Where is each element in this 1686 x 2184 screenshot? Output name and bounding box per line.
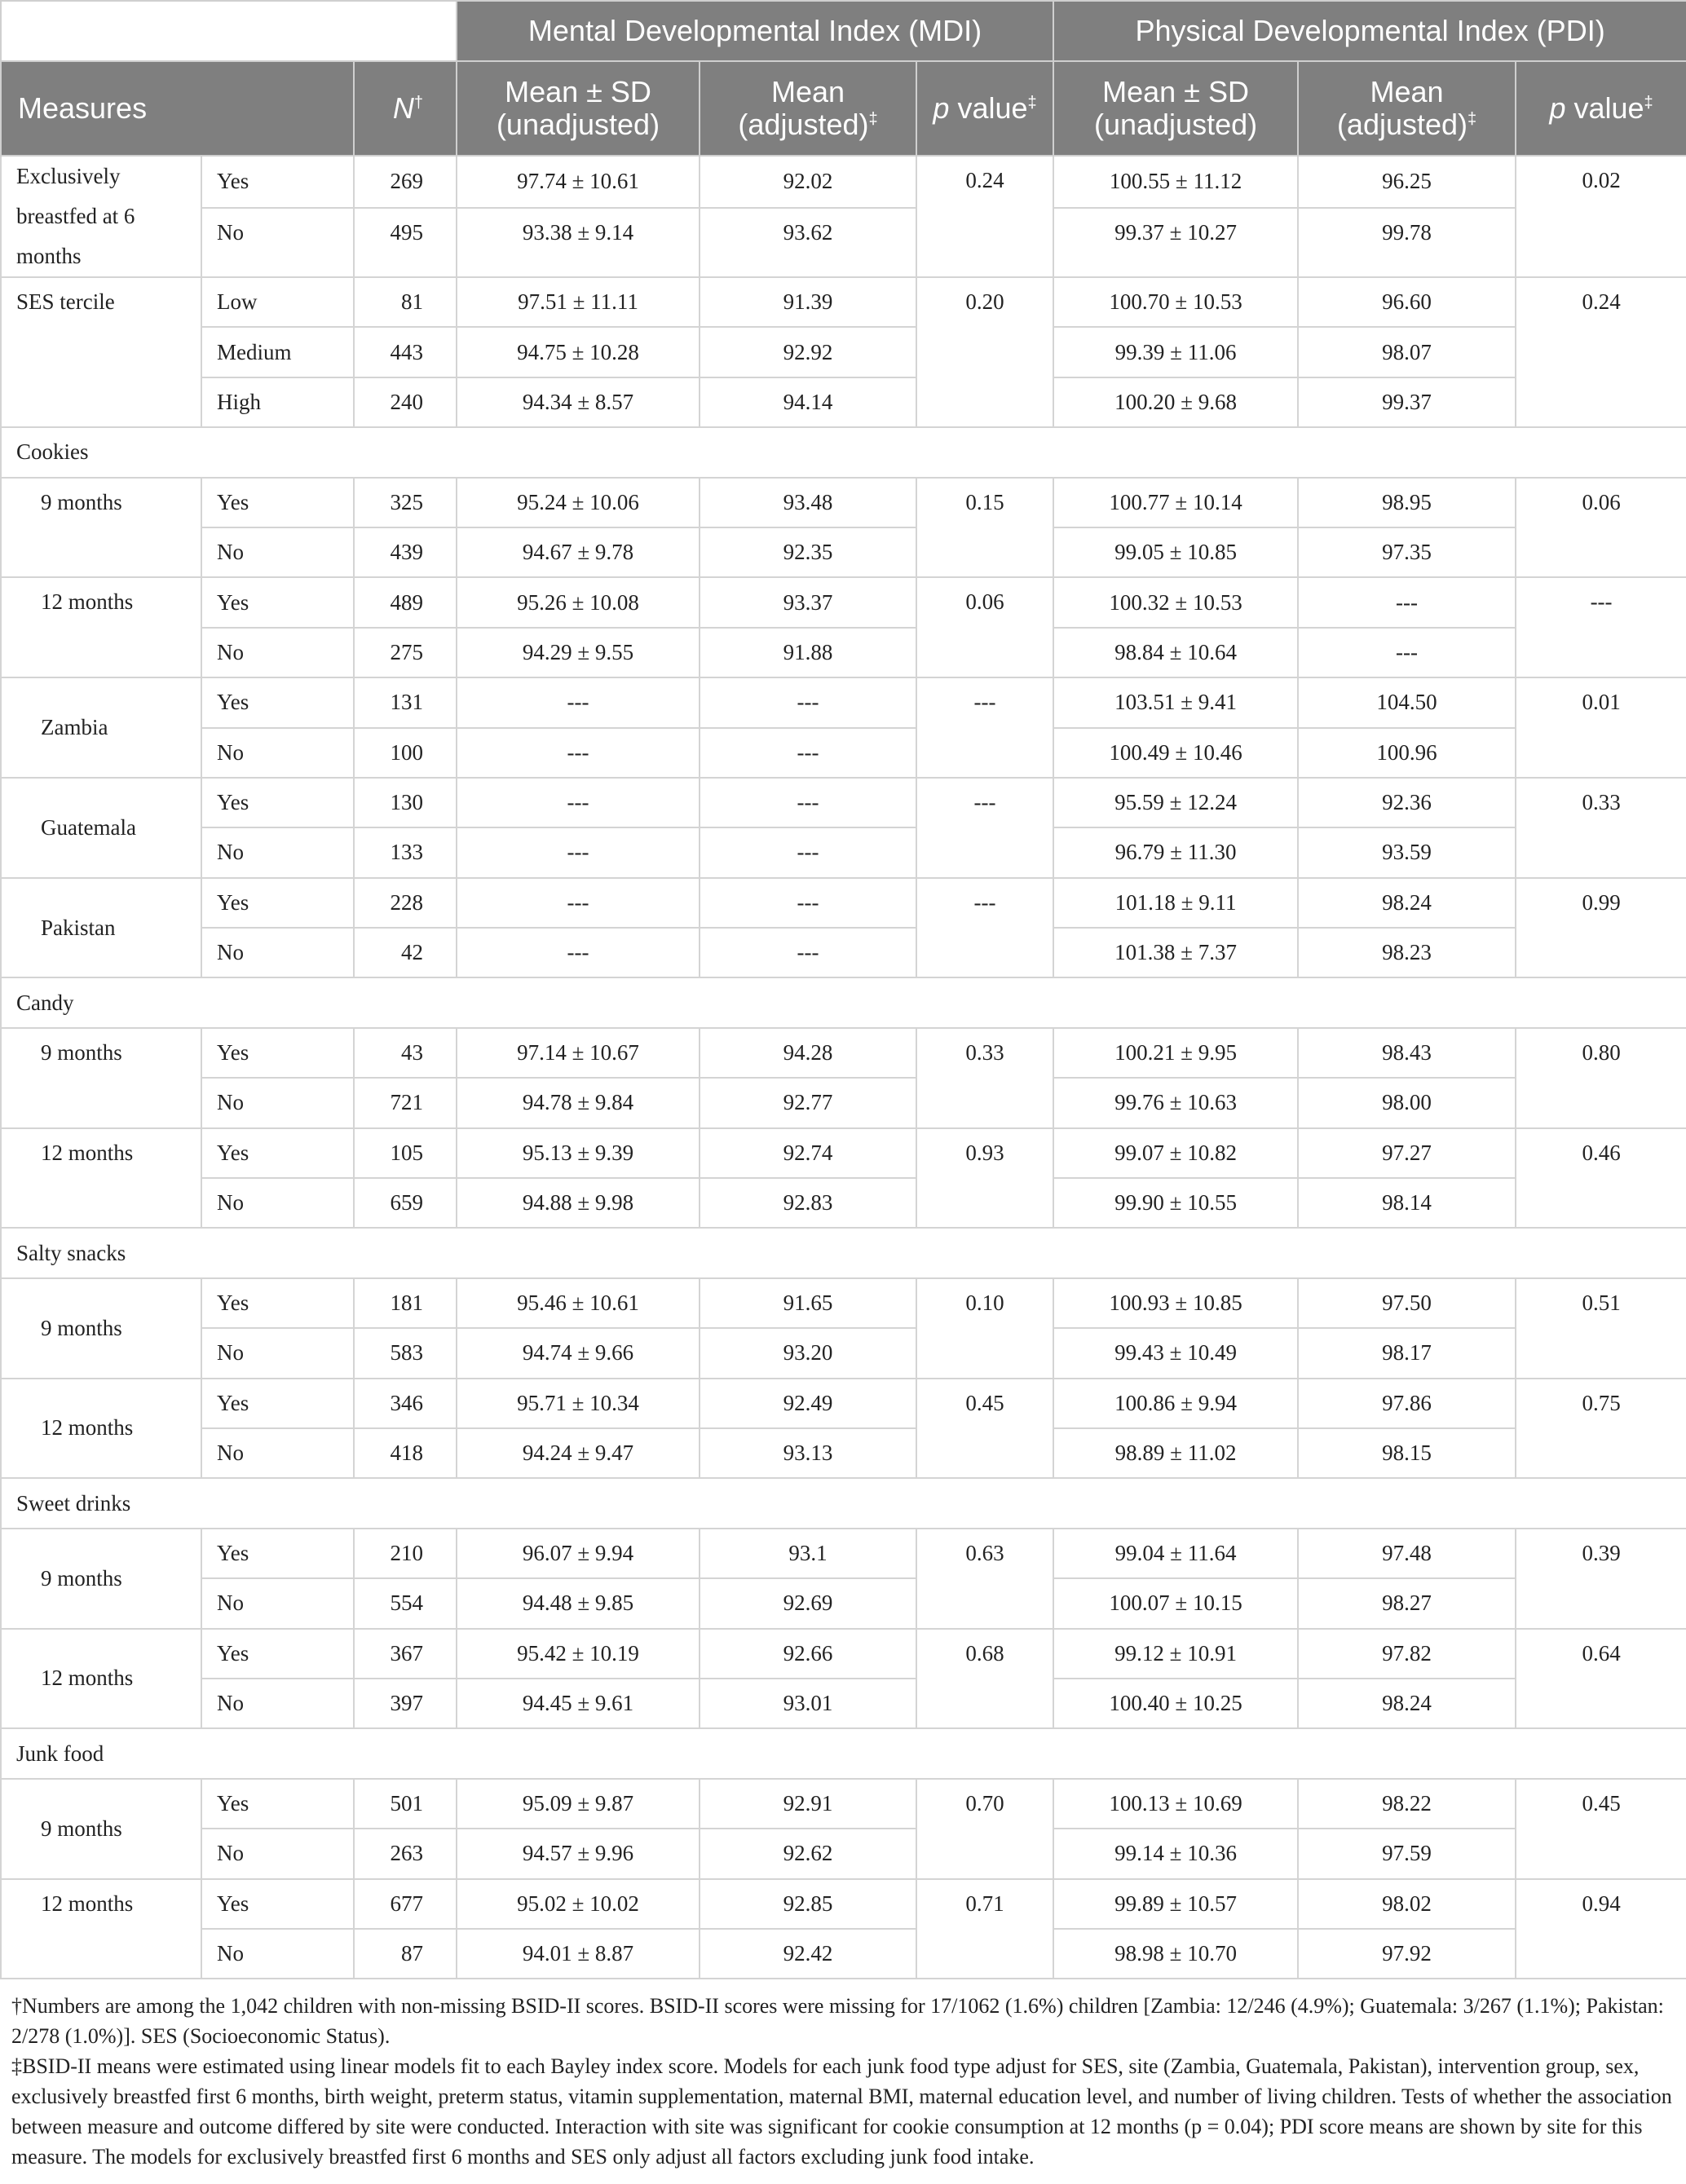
cell-pdi-mean: 93.59 [1298, 827, 1516, 877]
cell-mdi-mean-sd: 94.29 ± 9.55 [457, 628, 700, 677]
cell-mdi-mean-sd: --- [457, 677, 700, 727]
section-row [1, 1478, 1686, 1528]
cell-mdi-mean: 92.74 [700, 1128, 916, 1178]
cell-mdi-mean: --- [700, 728, 916, 778]
cell-pdi-mean-sd: 98.84 ± 10.64 [1053, 628, 1298, 677]
row-sublabel: Medium [201, 327, 354, 377]
section-row [1, 1728, 1686, 1778]
cell-mdi-mean-sd: 97.14 ± 10.67 [457, 1028, 700, 1078]
table-row [1, 677, 1686, 727]
row-sublabel: Yes [201, 577, 354, 627]
cell-mdi-mean-sd: 95.26 ± 10.08 [457, 577, 700, 627]
cell-mdi-mean: 91.65 [700, 1278, 916, 1328]
cell-n: 677 [354, 1879, 457, 1929]
cell-mdi-p: 0.70 [916, 1779, 1053, 1879]
cell-mdi-mean: 92.83 [700, 1178, 916, 1228]
table-row [1, 1578, 1686, 1628]
cell-pdi-p: 0.99 [1516, 878, 1686, 978]
cell-pdi-p: 0.02 [1516, 156, 1686, 277]
row-sublabel: No [201, 208, 354, 277]
cell-mdi-mean-sd: 94.57 ± 9.96 [457, 1829, 700, 1878]
cell-pdi-mean: 98.14 [1298, 1178, 1516, 1228]
cell-mdi-p: 0.63 [916, 1529, 1053, 1629]
cell-mdi-mean: 93.20 [700, 1328, 916, 1378]
cell-n: 397 [354, 1679, 457, 1728]
cell-mdi-mean-sd: 94.74 ± 9.66 [457, 1328, 700, 1378]
cell-pdi-p: 0.33 [1516, 778, 1686, 878]
cell-mdi-mean-sd: --- [457, 878, 700, 928]
footnote-2: ‡BSID-II means were estimated using linear models fit to each Bayley index score. Models for each junk food type adjust for SES, site (Zambia, Guatemala, Pakistan), intervention group, sex, exclusively breastfed first 6 months, birth weight, preterm status, vitamin supplementation, maternal BMI, maternal education level, and number of living children. Tests of whether the association between measure and outcome differed by site were conducted. Interaction with site was significant for cookie consumption at 12 months (p = 0.04); PDI score means are shown by site for this measure. The models for exclusively breastfed first 6 months and SES only adjust all factors excluding junk food intake. [11, 2054, 1672, 2169]
row-label: 12 months [1, 1629, 201, 1729]
cell-pdi-mean: 98.23 [1298, 928, 1516, 977]
cell-mdi-mean: 94.28 [700, 1028, 916, 1078]
table-row [1, 1278, 1686, 1328]
row-label: 12 months [1, 1379, 201, 1479]
row-sublabel: Yes [201, 878, 354, 928]
cell-pdi-mean: 96.60 [1298, 277, 1516, 327]
cell-pdi-mean: 98.24 [1298, 878, 1516, 928]
cell-pdi-mean: 97.92 [1298, 1929, 1516, 1979]
table-row [1, 1929, 1686, 1979]
cell-pdi-mean: 98.27 [1298, 1578, 1516, 1628]
cell-pdi-mean-sd: 100.70 ± 10.53 [1053, 277, 1298, 327]
table-row [1, 628, 1686, 677]
cell-mdi-mean: 92.62 [700, 1829, 916, 1878]
cell-mdi-mean: 92.35 [700, 527, 916, 577]
cell-n: 131 [354, 677, 457, 727]
cell-n: 42 [354, 928, 457, 977]
table-row [1, 1829, 1686, 1878]
table-row [1, 156, 1686, 208]
cell-n: 495 [354, 208, 457, 277]
row-sublabel: Yes [201, 778, 354, 827]
cell-mdi-mean-sd: --- [457, 928, 700, 977]
table-row [1, 478, 1686, 527]
header-mdi-p-value: p value‡ [916, 61, 1053, 156]
cell-pdi-mean-sd: 100.32 ± 10.53 [1053, 577, 1298, 627]
row-label: 9 months [1, 1278, 201, 1379]
cell-pdi-p: 0.06 [1516, 478, 1686, 578]
cell-mdi-p: 0.68 [916, 1629, 1053, 1729]
cell-mdi-mean: 93.01 [700, 1679, 916, 1728]
cell-pdi-p: 0.24 [1516, 277, 1686, 427]
cell-pdi-mean-sd: 100.40 ± 10.25 [1053, 1679, 1298, 1728]
cell-mdi-p: 0.24 [916, 156, 1053, 277]
section-label: Junk food [1, 1728, 1686, 1778]
cell-pdi-mean-sd: 99.12 ± 10.91 [1053, 1629, 1298, 1679]
header-group-mdi: Mental Developmental Index (MDI) [457, 1, 1053, 61]
cell-mdi-mean: 92.49 [700, 1379, 916, 1428]
row-sublabel: High [201, 377, 354, 427]
cell-mdi-mean-sd: 94.01 ± 8.87 [457, 1929, 700, 1979]
cell-mdi-mean: 93.48 [700, 478, 916, 527]
section-label: Candy [1, 977, 1686, 1027]
cell-pdi-mean-sd: 99.37 ± 10.27 [1053, 208, 1298, 277]
cell-mdi-mean-sd: 95.71 ± 10.34 [457, 1379, 700, 1428]
cell-mdi-p: 0.93 [916, 1128, 1053, 1229]
cell-pdi-p: 0.51 [1516, 1278, 1686, 1379]
cell-pdi-mean: 97.35 [1298, 527, 1516, 577]
row-label: 9 months [1, 1779, 201, 1879]
cell-pdi-mean-sd: 99.43 ± 10.49 [1053, 1328, 1298, 1378]
row-sublabel: Yes [201, 1879, 354, 1929]
cell-pdi-mean: 104.50 [1298, 677, 1516, 727]
cell-mdi-mean-sd: 94.48 ± 9.85 [457, 1578, 700, 1628]
cell-mdi-p: --- [916, 677, 1053, 778]
cell-pdi-mean: 97.48 [1298, 1529, 1516, 1578]
cell-n: 210 [354, 1529, 457, 1578]
cell-mdi-mean-sd: --- [457, 778, 700, 827]
cell-n: 501 [354, 1779, 457, 1829]
table-row [1, 878, 1686, 928]
cell-mdi-mean: 92.42 [700, 1929, 916, 1979]
row-label: SES tercile [1, 277, 201, 427]
cell-pdi-p: 0.46 [1516, 1128, 1686, 1229]
cell-pdi-mean-sd: 99.04 ± 11.64 [1053, 1529, 1298, 1578]
cell-mdi-mean-sd: 95.46 ± 10.61 [457, 1278, 700, 1328]
header-pdi-mean-adjusted: Mean (adjusted)‡ [1298, 61, 1516, 156]
row-sublabel: No [201, 1929, 354, 1979]
cell-mdi-p: 0.20 [916, 277, 1053, 427]
cell-mdi-mean-sd: 95.24 ± 10.06 [457, 478, 700, 527]
table-row [1, 208, 1686, 277]
table-row [1, 1779, 1686, 1829]
cell-pdi-mean-sd: 100.21 ± 9.95 [1053, 1028, 1298, 1078]
cell-mdi-mean: --- [700, 677, 916, 727]
cell-pdi-mean: 98.02 [1298, 1879, 1516, 1929]
cell-n: 367 [354, 1629, 457, 1679]
cell-mdi-mean: 94.14 [700, 377, 916, 427]
cell-pdi-p: 0.45 [1516, 1779, 1686, 1879]
row-sublabel: No [201, 1178, 354, 1228]
cell-mdi-mean: --- [700, 928, 916, 977]
cell-n: 583 [354, 1328, 457, 1378]
row-label: 9 months [1, 1529, 201, 1629]
cell-n: 181 [354, 1278, 457, 1328]
cell-pdi-p: 0.80 [1516, 1028, 1686, 1128]
cell-mdi-mean-sd: 97.51 ± 11.11 [457, 277, 700, 327]
cell-pdi-mean-sd: 100.13 ± 10.69 [1053, 1779, 1298, 1829]
cell-n: 87 [354, 1929, 457, 1979]
cell-n: 269 [354, 156, 457, 208]
cell-mdi-mean-sd: 96.07 ± 9.94 [457, 1529, 700, 1578]
cell-pdi-mean-sd: 100.55 ± 11.12 [1053, 156, 1298, 208]
table-row [1, 1078, 1686, 1127]
row-sublabel: No [201, 827, 354, 877]
table-row [1, 1028, 1686, 1078]
header-measures: Measures [1, 61, 354, 156]
cell-pdi-mean: 98.22 [1298, 1779, 1516, 1829]
row-label: Pakistan [1, 878, 201, 978]
cell-mdi-mean-sd: 97.74 ± 10.61 [457, 156, 700, 208]
cell-mdi-mean: --- [700, 878, 916, 928]
cell-mdi-mean: 92.92 [700, 327, 916, 377]
row-sublabel: Yes [201, 1028, 354, 1078]
cell-pdi-mean-sd: 99.76 ± 10.63 [1053, 1078, 1298, 1127]
row-label: 12 months [1, 1879, 201, 1979]
cell-mdi-mean: 93.62 [700, 208, 916, 277]
cell-mdi-mean: --- [700, 827, 916, 877]
table-row [1, 1629, 1686, 1679]
cell-mdi-mean: 92.66 [700, 1629, 916, 1679]
cell-mdi-p: 0.15 [916, 478, 1053, 578]
row-sublabel: No [201, 1679, 354, 1728]
row-sublabel: Yes [201, 1779, 354, 1829]
cell-mdi-p: 0.06 [916, 577, 1053, 677]
row-sublabel: No [201, 1428, 354, 1478]
table-row [1, 1529, 1686, 1578]
cell-mdi-mean-sd: 94.24 ± 9.47 [457, 1428, 700, 1478]
table-row [1, 1879, 1686, 1929]
cell-pdi-mean: 97.59 [1298, 1829, 1516, 1878]
cell-pdi-mean-sd: 99.14 ± 10.36 [1053, 1829, 1298, 1878]
cell-mdi-mean: 92.77 [700, 1078, 916, 1127]
cell-pdi-mean: --- [1298, 628, 1516, 677]
cell-mdi-mean: 92.69 [700, 1578, 916, 1628]
cell-mdi-p: 0.71 [916, 1879, 1053, 1979]
cell-mdi-mean-sd: 95.09 ± 9.87 [457, 1779, 700, 1829]
cell-pdi-mean-sd: 100.07 ± 10.15 [1053, 1578, 1298, 1628]
header-mdi-mean-sd: Mean ± SD (unadjusted) [457, 61, 700, 156]
cell-pdi-mean-sd: 95.59 ± 12.24 [1053, 778, 1298, 827]
cell-mdi-p: 0.10 [916, 1278, 1053, 1379]
header-blank [1, 1, 457, 61]
section-row [1, 427, 1686, 477]
row-sublabel: Yes [201, 1529, 354, 1578]
cell-mdi-mean-sd: 95.13 ± 9.39 [457, 1128, 700, 1178]
cell-pdi-mean: 98.95 [1298, 478, 1516, 527]
row-label: 12 months [1, 577, 201, 677]
table-row [1, 377, 1686, 427]
cell-pdi-mean: 92.36 [1298, 778, 1516, 827]
table-row [1, 1679, 1686, 1728]
cell-n: 43 [354, 1028, 457, 1078]
cell-pdi-mean: --- [1298, 577, 1516, 627]
table-row [1, 1128, 1686, 1178]
cell-n: 721 [354, 1078, 457, 1127]
cell-mdi-mean: 93.1 [700, 1529, 916, 1578]
cell-pdi-mean: 96.25 [1298, 156, 1516, 208]
cell-pdi-p: 0.75 [1516, 1379, 1686, 1479]
table-footnotes [0, 1979, 1686, 2172]
header-pdi-mean-sd: Mean ± SD (unadjusted) [1053, 61, 1298, 156]
cell-n: 554 [354, 1578, 457, 1628]
row-sublabel: No [201, 1328, 354, 1378]
section-row [1, 1228, 1686, 1277]
header-group-row [1, 1, 1686, 61]
cell-n: 489 [354, 577, 457, 627]
cell-mdi-mean: 91.39 [700, 277, 916, 327]
cell-pdi-mean: 98.43 [1298, 1028, 1516, 1078]
cell-mdi-mean-sd: --- [457, 827, 700, 877]
cell-pdi-mean: 97.50 [1298, 1278, 1516, 1328]
cell-mdi-mean-sd: 94.34 ± 8.57 [457, 377, 700, 427]
cell-mdi-mean-sd: 93.38 ± 9.14 [457, 208, 700, 277]
row-sublabel: No [201, 1078, 354, 1127]
section-row [1, 977, 1686, 1027]
table-row [1, 1379, 1686, 1428]
section-label: Cookies [1, 427, 1686, 477]
cell-pdi-mean: 98.24 [1298, 1679, 1516, 1728]
cell-pdi-p: 0.01 [1516, 677, 1686, 778]
row-label: Exclusively breastfed at 6 months [1, 156, 201, 277]
cell-pdi-mean: 99.37 [1298, 377, 1516, 427]
section-label: Sweet drinks [1, 1478, 1686, 1528]
cell-n: 325 [354, 478, 457, 527]
row-sublabel: No [201, 1829, 354, 1878]
cell-pdi-mean-sd: 100.49 ± 10.46 [1053, 728, 1298, 778]
cell-mdi-mean: --- [700, 778, 916, 827]
cell-pdi-mean-sd: 99.90 ± 10.55 [1053, 1178, 1298, 1228]
cell-pdi-mean-sd: 100.20 ± 9.68 [1053, 377, 1298, 427]
table-row [1, 827, 1686, 877]
cell-pdi-mean: 97.27 [1298, 1128, 1516, 1178]
cell-mdi-mean-sd: 94.88 ± 9.98 [457, 1178, 700, 1228]
row-label: Zambia [1, 677, 201, 778]
cell-pdi-p: 0.64 [1516, 1629, 1686, 1729]
cell-mdi-mean: 92.91 [700, 1779, 916, 1829]
cell-n: 659 [354, 1178, 457, 1228]
cell-pdi-mean-sd: 101.38 ± 7.37 [1053, 928, 1298, 977]
cell-pdi-mean: 100.96 [1298, 728, 1516, 778]
header-pdi-p-value: p value‡ [1516, 61, 1686, 156]
table-row [1, 1178, 1686, 1228]
row-sublabel: Yes [201, 677, 354, 727]
cell-pdi-mean-sd: 100.93 ± 10.85 [1053, 1278, 1298, 1328]
row-sublabel: Yes [201, 1128, 354, 1178]
cell-pdi-mean-sd: 99.39 ± 11.06 [1053, 327, 1298, 377]
section-label: Salty snacks [1, 1228, 1686, 1277]
cell-mdi-mean-sd: 94.67 ± 9.78 [457, 527, 700, 577]
cell-mdi-mean: 92.02 [700, 156, 916, 208]
table-row [1, 728, 1686, 778]
row-label: 9 months [1, 1028, 201, 1128]
cell-pdi-p: --- [1516, 577, 1686, 677]
row-sublabel: No [201, 527, 354, 577]
cell-mdi-mean-sd: 94.45 ± 9.61 [457, 1679, 700, 1728]
cell-pdi-mean-sd: 99.05 ± 10.85 [1053, 527, 1298, 577]
cell-pdi-mean: 97.82 [1298, 1629, 1516, 1679]
cell-n: 130 [354, 778, 457, 827]
cell-n: 133 [354, 827, 457, 877]
header-n: N† [354, 61, 457, 156]
footnote-1: †Numbers are among the 1,042 children with non-missing BSID-II scores. BSID-II scores were missing for 17/1062 (1.6%) children [Zambia: 12/246 (4.9%); Guatemala: 3/267 (1.1%); Pakistan: 2/278 (1.0%)]. SES (Socioeconomic Status). [11, 1994, 1664, 2049]
cell-mdi-mean-sd: 94.78 ± 9.84 [457, 1078, 700, 1127]
cell-n: 263 [354, 1829, 457, 1878]
cell-mdi-p: 0.33 [916, 1028, 1053, 1128]
cell-pdi-p: 0.94 [1516, 1879, 1686, 1979]
header-column-row [1, 61, 1686, 156]
cell-pdi-mean-sd: 100.86 ± 9.94 [1053, 1379, 1298, 1428]
cell-mdi-mean: 91.88 [700, 628, 916, 677]
cell-pdi-p: 0.39 [1516, 1529, 1686, 1629]
row-sublabel: Yes [201, 478, 354, 527]
cell-pdi-mean: 98.07 [1298, 327, 1516, 377]
cell-pdi-mean-sd: 99.89 ± 10.57 [1053, 1879, 1298, 1929]
row-label: 9 months [1, 478, 201, 578]
cell-mdi-mean-sd: 94.75 ± 10.28 [457, 327, 700, 377]
cell-mdi-mean: 93.13 [700, 1428, 916, 1478]
cell-n: 439 [354, 527, 457, 577]
table-row [1, 1428, 1686, 1478]
header-group-pdi: Physical Developmental Index (PDI) [1053, 1, 1686, 61]
cell-n: 346 [354, 1379, 457, 1428]
table-row [1, 277, 1686, 327]
cell-pdi-mean: 99.78 [1298, 208, 1516, 277]
cell-pdi-mean-sd: 103.51 ± 9.41 [1053, 677, 1298, 727]
cell-mdi-mean: 92.85 [700, 1879, 916, 1929]
cell-pdi-mean-sd: 100.77 ± 10.14 [1053, 478, 1298, 527]
cell-n: 275 [354, 628, 457, 677]
row-sublabel: No [201, 928, 354, 977]
row-sublabel: Yes [201, 1629, 354, 1679]
cell-n: 240 [354, 377, 457, 427]
cell-n: 81 [354, 277, 457, 327]
cell-n: 105 [354, 1128, 457, 1178]
cell-mdi-p: --- [916, 878, 1053, 978]
cell-mdi-mean-sd: 95.42 ± 10.19 [457, 1629, 700, 1679]
table-row [1, 1328, 1686, 1378]
cell-pdi-mean-sd: 101.18 ± 9.11 [1053, 878, 1298, 928]
table-row [1, 527, 1686, 577]
row-sublabel: Yes [201, 156, 354, 208]
cell-pdi-mean: 97.86 [1298, 1379, 1516, 1428]
cell-mdi-p: --- [916, 778, 1053, 878]
row-sublabel: No [201, 628, 354, 677]
cell-mdi-mean: 93.37 [700, 577, 916, 627]
cell-n: 443 [354, 327, 457, 377]
row-sublabel: Yes [201, 1278, 354, 1328]
header-mdi-mean-adjusted: Mean (adjusted)‡ [700, 61, 916, 156]
table-row [1, 577, 1686, 627]
cell-n: 418 [354, 1428, 457, 1478]
cell-pdi-mean-sd: 96.79 ± 11.30 [1053, 827, 1298, 877]
cell-n: 228 [354, 878, 457, 928]
cell-mdi-mean-sd: 95.02 ± 10.02 [457, 1879, 700, 1929]
cell-pdi-mean: 98.15 [1298, 1428, 1516, 1478]
table-row [1, 928, 1686, 977]
cell-pdi-mean: 98.17 [1298, 1328, 1516, 1378]
cell-pdi-mean-sd: 98.89 ± 11.02 [1053, 1428, 1298, 1478]
row-sublabel: Yes [201, 1379, 354, 1428]
row-sublabel: No [201, 1578, 354, 1628]
table-row [1, 327, 1686, 377]
cell-pdi-mean: 98.00 [1298, 1078, 1516, 1127]
cell-mdi-mean-sd: --- [457, 728, 700, 778]
row-sublabel: Low [201, 277, 354, 327]
cell-n: 100 [354, 728, 457, 778]
cell-mdi-p: 0.45 [916, 1379, 1053, 1479]
table-row [1, 778, 1686, 827]
cell-pdi-mean-sd: 98.98 ± 10.70 [1053, 1929, 1298, 1979]
row-label: 12 months [1, 1128, 201, 1229]
row-label: Guatemala [1, 778, 201, 878]
cell-pdi-mean-sd: 99.07 ± 10.82 [1053, 1128, 1298, 1178]
row-sublabel: No [201, 728, 354, 778]
